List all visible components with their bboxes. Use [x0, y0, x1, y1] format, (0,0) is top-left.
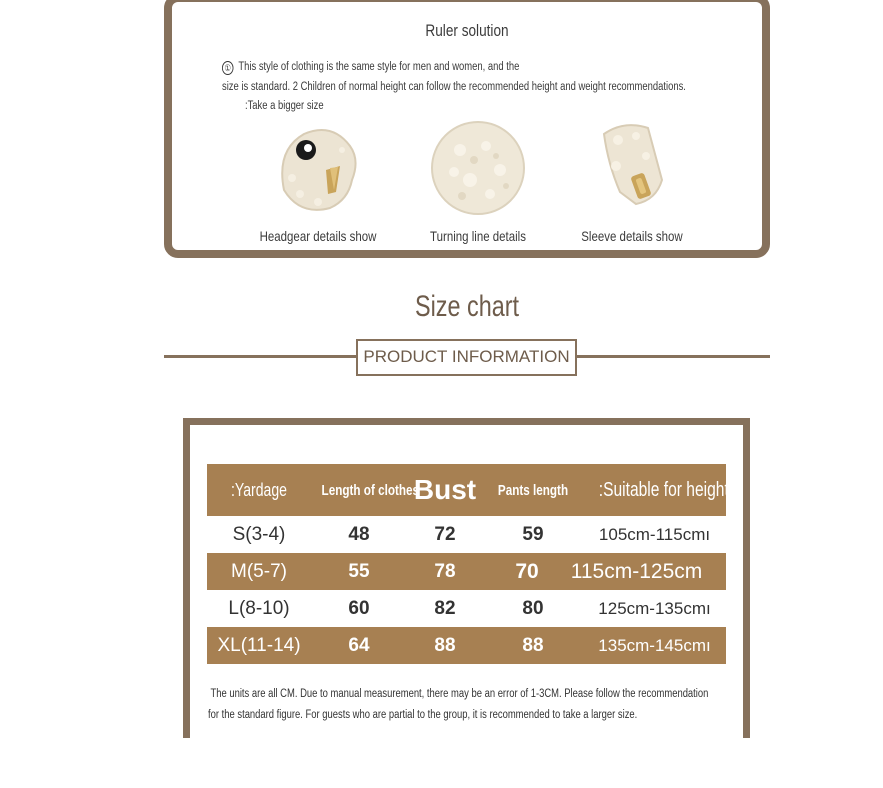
bust-cell: 88	[434, 634, 456, 656]
length-cell: 64	[348, 634, 370, 656]
detail-sleeve	[562, 120, 702, 220]
ruler-solution-panel	[164, 0, 770, 258]
header-pants-length: Pants length	[497, 481, 569, 499]
pants-cell: 70	[515, 559, 539, 583]
table-header-row	[207, 464, 729, 516]
height-cell: 105cm-115cmı	[598, 524, 711, 544]
length-cell: 60	[348, 597, 370, 619]
table-row	[207, 516, 726, 553]
product-information-label: PRODUCT INFORMATION	[356, 339, 577, 376]
size-cell: XL(11-14)	[217, 634, 301, 656]
measurement-note	[208, 684, 709, 726]
hood-icon	[270, 120, 366, 220]
pants-cell: 88	[522, 634, 544, 656]
height-cell: 125cm-135cmı	[598, 598, 711, 618]
header-yardage: :Yardage	[231, 479, 287, 500]
table-row	[207, 553, 726, 590]
pants-cell: 59	[522, 523, 544, 545]
size-cell: S(3-4)	[232, 523, 286, 545]
fabric-icon	[430, 120, 526, 220]
bust-cell: 78	[434, 560, 456, 582]
sleeve-icon	[584, 120, 680, 220]
note-line-2: for the standard figure. For guests who are partial to the group, it is recommended to take a larger size.	[208, 709, 638, 721]
length-cell: 55	[348, 560, 370, 582]
ruler-line-3: :Take a bigger size	[244, 100, 324, 112]
height-cell: 135cm-145cmı	[598, 635, 711, 655]
detail-turning-line	[408, 120, 548, 220]
ruler-description	[222, 58, 686, 117]
size-chart-title: Size chart	[414, 290, 520, 323]
detail-caption-headgear: Headgear details show	[259, 228, 377, 244]
detail-caption-turning-line: Turning line details	[430, 228, 526, 244]
detail-caption-sleeve: Sleeve details show	[581, 228, 683, 244]
circled-number-badge: ①	[222, 61, 233, 75]
bust-cell: 82	[434, 597, 456, 619]
ruler-title: Ruler solution	[425, 21, 509, 40]
ruler-line-2: size is standard. 2 Children of normal height can follow the recommended height and weight recommendations.	[222, 80, 686, 93]
pants-cell: 80	[522, 597, 544, 619]
size-cell: L(8-10)	[228, 597, 290, 619]
height-cell: 115cm-125cm	[570, 559, 703, 583]
note-line-1: The units are all CM. Due to manual measurement, there may be an error of 1-3CM. Please follow the recommendation	[210, 688, 709, 700]
header-length: Length of clothes	[321, 481, 420, 499]
header-height: :Suitable for height	[598, 478, 729, 501]
size-cell: M(5-7)	[231, 560, 287, 582]
ruler-line-1: This style of clothing is the same style for men and women, and the	[238, 61, 520, 73]
detail-headgear	[248, 120, 388, 220]
table-row	[207, 590, 726, 627]
header-bust: Bust	[413, 474, 477, 505]
length-cell: 48	[348, 523, 370, 545]
size-table	[207, 464, 729, 664]
bust-cell: 72	[434, 523, 456, 545]
table-row	[207, 627, 726, 664]
